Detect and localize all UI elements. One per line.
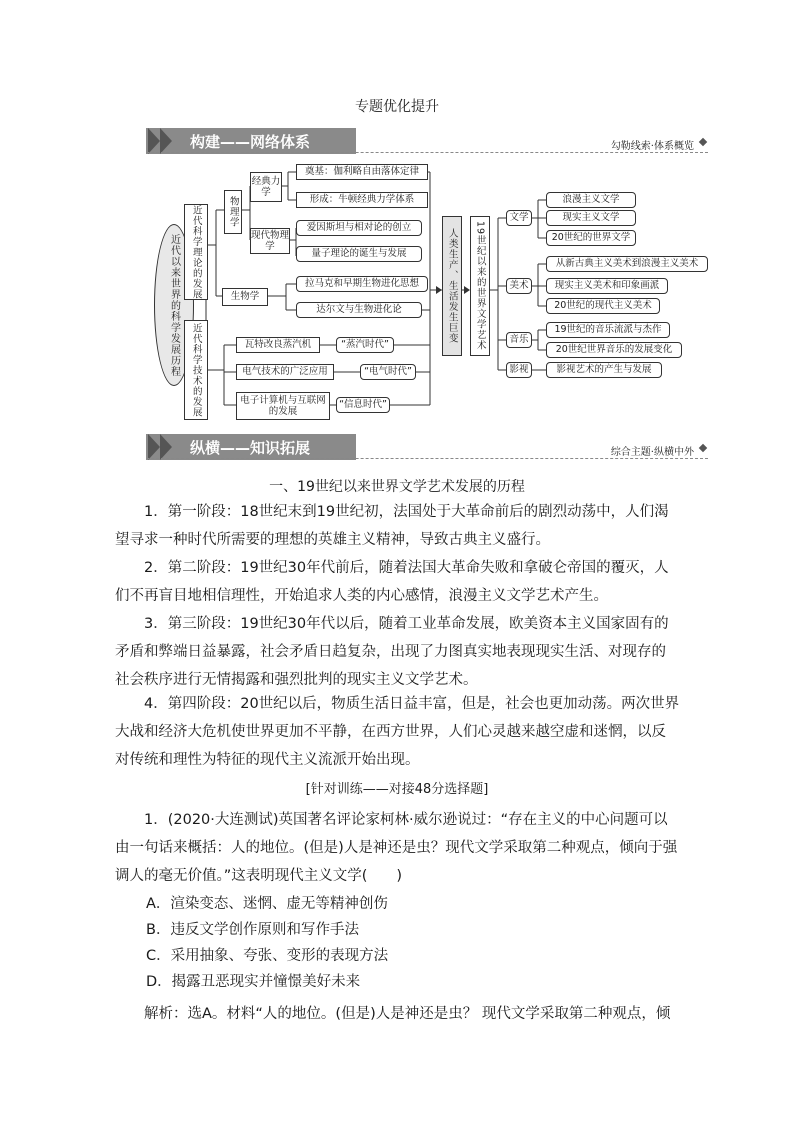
band-title: 构建——网络体系 [190,133,311,151]
band-slogan: 勾勒线索·体系概览 [610,141,694,152]
modern-physics-node: 现代物理学 [251,229,290,252]
option-b: B．违反文学创作原则和写作手法 [146,922,359,938]
cm-item: 形成：牛顿经典力学体系 [296,192,428,208]
tech-item: 电子计算机与互联网的发展 [236,392,330,420]
option-a: A．渲染变态、迷惘、虚无等精神创伤 [146,896,388,912]
biology-node: 生物学 [222,288,268,306]
classical-mechanics-node: 经典力学 [250,172,282,202]
band-slogan: 综合主题·纵横中外 [610,447,694,458]
lit-item: 20世纪的世界文学 [546,230,636,246]
training-heading: [针对训练——对接48分选择题] [305,782,489,797]
tech-item: 瓦特改良蒸汽机 [236,337,320,353]
paragraph: 3．第三阶段：19世纪30年代以后，随着工业革命发展，欧美资本主义国家固有的矛盾和弊端日益暴露，社会矛盾日趋复杂，出现了力图真实地表现现实生活、对现存的社会秩序进行无情揭露和强烈批判的现实主义文学艺术。 [115,616,669,688]
paragraph: 4．第四阶段：20世纪以后，物质生活日益丰富，但是，社会也更加动荡。两次世界大战和经济大危机使世界更加不平静，在西方世界，人们心灵越来越空虚和迷惘，以反对传统和理性为特征的现代主义流派开始出现。 [115,696,680,768]
option-c: C．采用抽象、夸张、变形的表现方法 [146,948,389,964]
question: 1．(2020·大连测试)英国著名评论家柯林·威尔逊说过：“存在主义的中心问题可以由一句话来概括：人的地位。(但是)人是神还是虫？现代文学采取第二种观点，倾向于强调人的毫无价值。”这表明现代主义文学( ) [115,812,678,884]
tech-item: 电气技术的广泛应用 [236,364,334,380]
cm-item: 奠基：伽利略自由落体定律 [296,164,428,180]
change-node: 人类生产、生活发生巨变 [442,216,462,356]
root-node: 近代以来世界的科学发展历程 [154,224,194,386]
film-node: 影视 [506,362,532,378]
era-label: “信息时代” [336,397,390,413]
paragraph: 1．第一阶段：18世纪末到19世纪初，法国处于大革命前后的剧烈动荡中，人们渴望寻求一种时代所需要的理想的英雄主义精神，导致古典主义盛行。 [115,504,669,548]
physics-node: 物理学 [224,190,242,234]
bio-item: 拉马克和早期生物进化思想 [296,276,428,292]
music-node: 音乐 [506,332,532,348]
section-title: 一、19世纪以来世界文学艺术发展的历程 [269,479,525,495]
fine-arts-node: 美术 [506,278,532,294]
band-title: 纵横——知识拓展 [190,439,311,457]
era-label: “蒸汽时代” [336,337,394,353]
music-item: 19世纪的音乐流派与杰作 [546,322,670,338]
lit-item: 浪漫主义文学 [546,192,636,208]
film-item: 影视艺术的产生与发展 [546,362,662,378]
era-label: “电气时代” [360,364,416,380]
section-band-network [146,128,708,154]
bio-item: 达尔文与生物进化论 [296,302,422,318]
page-title: 专题优化提升 [355,99,439,115]
art-item: 20世纪的现代主义美术 [546,298,660,314]
music-item: 20世纪世界音乐的发展变化 [546,342,682,358]
mp-item: 量子理论的诞生与发展 [296,246,422,262]
science-theory-node: 近代科学理论的发展 [184,204,208,300]
tech-dev-node: 近代科学技术的发展 [184,320,208,420]
literature-node: 文学 [506,210,532,226]
diamond-icon [699,444,707,452]
analysis: 解析：选A。材料“人的地位。(但是)人是神还是虫？ 现代文学采取第二种观点，倾 [144,1006,671,1022]
art-item: 现实主义美术和印象画派 [546,278,668,294]
diamond-icon [699,138,707,146]
art-item: 从新古典主义美术到浪漫主义美术 [546,256,708,272]
option-d: D．揭露丑恶现实并憧憬美好未来 [146,974,361,990]
lit-item: 现实主义文学 [546,210,636,226]
paragraph: 2．第二阶段：19世纪30年代前后，随着法国大革命失败和拿破仑帝国的覆灭，人们不再盲目地相信理性，开始追求人类的内心感情，浪漫主义文学艺术产生。 [115,560,669,604]
section-band-expansion [146,434,708,460]
arts-node: 19世纪以来的世界文学艺术 [470,216,490,356]
mp-item: 爱因斯坦与相对论的创立 [296,220,422,236]
